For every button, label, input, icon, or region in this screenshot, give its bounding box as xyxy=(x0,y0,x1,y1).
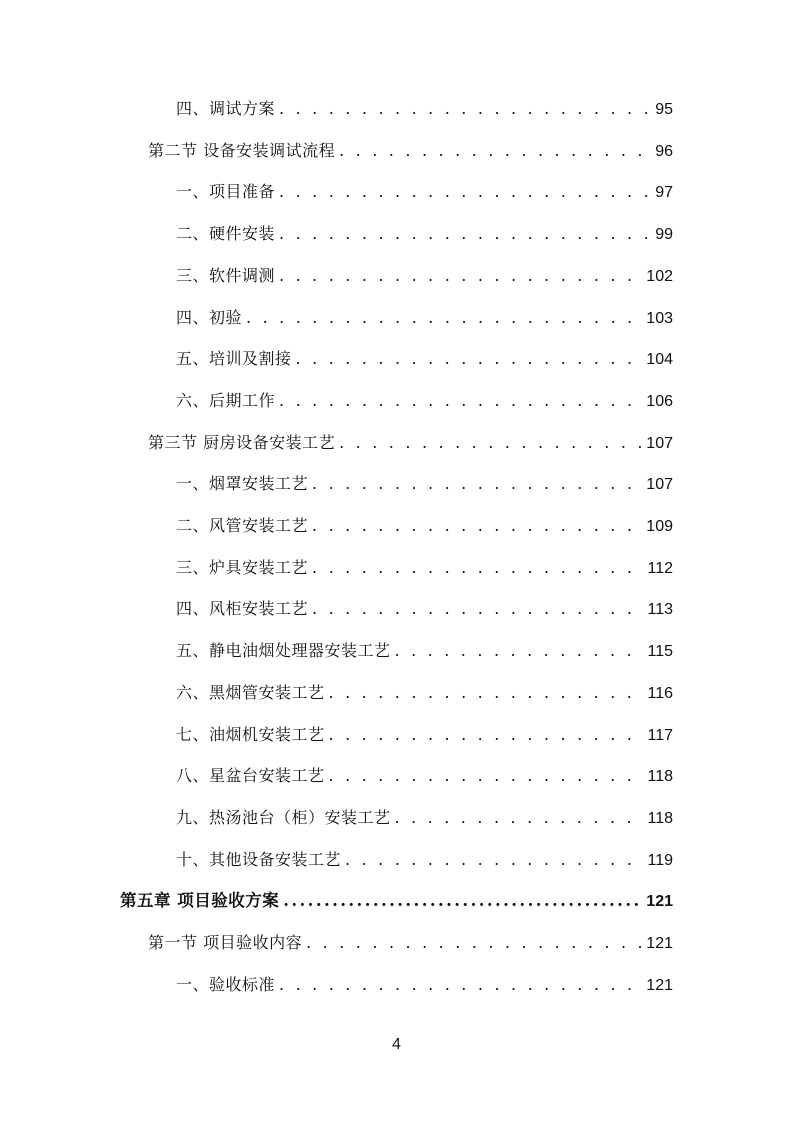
toc-entry[interactable] xyxy=(176,556,673,580)
toc-entry-title: 五、静电油烟处理器安装工艺 xyxy=(176,641,391,660)
toc-entry-page: 121 xyxy=(646,935,673,952)
toc-dot-leader xyxy=(279,973,642,997)
toc-entry[interactable] xyxy=(176,514,673,538)
toc-entry-title: 三、软件调测 xyxy=(176,266,276,285)
toc-entry-page: 97 xyxy=(655,184,673,201)
toc-entry-page: 102 xyxy=(646,268,673,285)
toc-dot-leader xyxy=(283,889,642,913)
toc-entry-title: 六、黑烟管安装工艺 xyxy=(176,683,325,702)
toc-entry-title: 第五章 项目验收方案 xyxy=(120,891,280,910)
toc-entry-page: 106 xyxy=(646,393,673,410)
toc-dot-leader xyxy=(312,597,643,621)
toc-dot-leader xyxy=(279,389,642,413)
toc-entry[interactable] xyxy=(176,639,673,663)
toc-entry[interactable] xyxy=(176,848,673,872)
toc-entry[interactable] xyxy=(120,889,673,913)
toc-dot-leader xyxy=(279,264,642,288)
toc-entry-page: 116 xyxy=(647,685,673,702)
toc-dot-leader xyxy=(339,431,642,455)
toc-entry-page: 119 xyxy=(647,852,673,869)
toc-entry-title: 四、初验 xyxy=(176,308,243,327)
toc-entry-title: 第一节 项目验收内容 xyxy=(148,933,303,952)
toc-entry-page: 121 xyxy=(646,893,673,910)
toc-entry-title: 七、油烟机安装工艺 xyxy=(176,725,325,744)
toc-entry-page: 121 xyxy=(646,977,673,994)
toc-dot-leader xyxy=(279,180,649,204)
toc-entry[interactable] xyxy=(176,222,673,246)
toc-dot-leader xyxy=(339,139,649,163)
toc-entry-title: 八、星盆台安装工艺 xyxy=(176,766,325,785)
toc-entry[interactable] xyxy=(176,973,673,997)
toc-entry-title: 三、炉具安装工艺 xyxy=(176,558,309,577)
toc-entry-title: 第三节 厨房设备安装工艺 xyxy=(148,433,336,452)
toc-dot-leader xyxy=(306,931,642,955)
toc-entry-page: 99 xyxy=(655,226,673,243)
toc-entry[interactable] xyxy=(176,264,673,288)
toc-entry[interactable] xyxy=(148,931,673,955)
toc-entry[interactable] xyxy=(176,306,673,330)
page-number: 4 xyxy=(392,1036,401,1053)
toc-dot-leader xyxy=(312,472,642,496)
toc-entry-page: 109 xyxy=(646,518,673,535)
toc-entry-title: 十、其他设备安装工艺 xyxy=(176,850,342,869)
toc-entry-page: 113 xyxy=(647,601,673,618)
toc-entry-title: 六、后期工作 xyxy=(176,391,276,410)
toc-entry-page: 117 xyxy=(647,727,673,744)
toc-dot-leader xyxy=(329,681,644,705)
toc-entry[interactable] xyxy=(176,389,673,413)
toc-dot-leader xyxy=(246,306,642,330)
toc-entry[interactable] xyxy=(176,472,673,496)
toc-dot-leader xyxy=(329,723,644,747)
toc-dot-leader xyxy=(395,639,644,663)
toc-entry-page: 103 xyxy=(646,310,673,327)
toc-entry-page: 95 xyxy=(655,101,673,118)
toc-dot-leader xyxy=(329,764,644,788)
toc-entry-title: 二、风管安装工艺 xyxy=(176,516,309,535)
toc-entry[interactable] xyxy=(176,723,673,747)
toc-entry-page: 96 xyxy=(655,143,673,160)
toc-dot-leader xyxy=(345,848,643,872)
toc-entry-title: 五、培训及割接 xyxy=(176,349,292,368)
toc-entry-title: 一、项目准备 xyxy=(176,182,276,201)
toc-entry-title: 一、验收标准 xyxy=(176,975,276,994)
toc-dot-leader xyxy=(312,514,642,538)
toc-entry-page: 118 xyxy=(647,810,673,827)
toc-dot-leader xyxy=(296,347,643,371)
toc-entry[interactable] xyxy=(176,97,673,121)
toc-entry-page: 115 xyxy=(647,643,673,660)
toc-dot-leader xyxy=(279,222,649,246)
toc-dot-leader xyxy=(279,97,649,121)
toc-entry[interactable] xyxy=(148,139,673,163)
toc-entry-page: 107 xyxy=(646,476,673,493)
toc-entry-title: 四、调试方案 xyxy=(176,99,276,118)
toc-entry-title: 第二节 设备安装调试流程 xyxy=(148,141,336,160)
toc-entry[interactable] xyxy=(148,431,673,455)
toc-entry[interactable] xyxy=(176,681,673,705)
toc-entry-title: 四、风柜安装工艺 xyxy=(176,599,309,618)
toc-entry-page: 104 xyxy=(646,351,673,368)
toc-entry-title: 九、热汤池台（柜）安装工艺 xyxy=(176,808,391,827)
toc-entry-title: 一、烟罩安装工艺 xyxy=(176,474,309,493)
toc-dot-leader xyxy=(395,806,644,830)
toc-dot-leader xyxy=(312,556,643,580)
toc-entry-page: 118 xyxy=(647,768,673,785)
toc-entry[interactable] xyxy=(176,806,673,830)
toc-entry-title: 二、硬件安装 xyxy=(176,224,276,243)
toc-entry[interactable] xyxy=(176,764,673,788)
toc-entry[interactable] xyxy=(176,597,673,621)
toc-entry-page: 112 xyxy=(647,560,673,577)
toc-entry[interactable] xyxy=(176,347,673,371)
toc-entry[interactable] xyxy=(176,180,673,204)
toc-entry-page: 107 xyxy=(646,435,673,452)
